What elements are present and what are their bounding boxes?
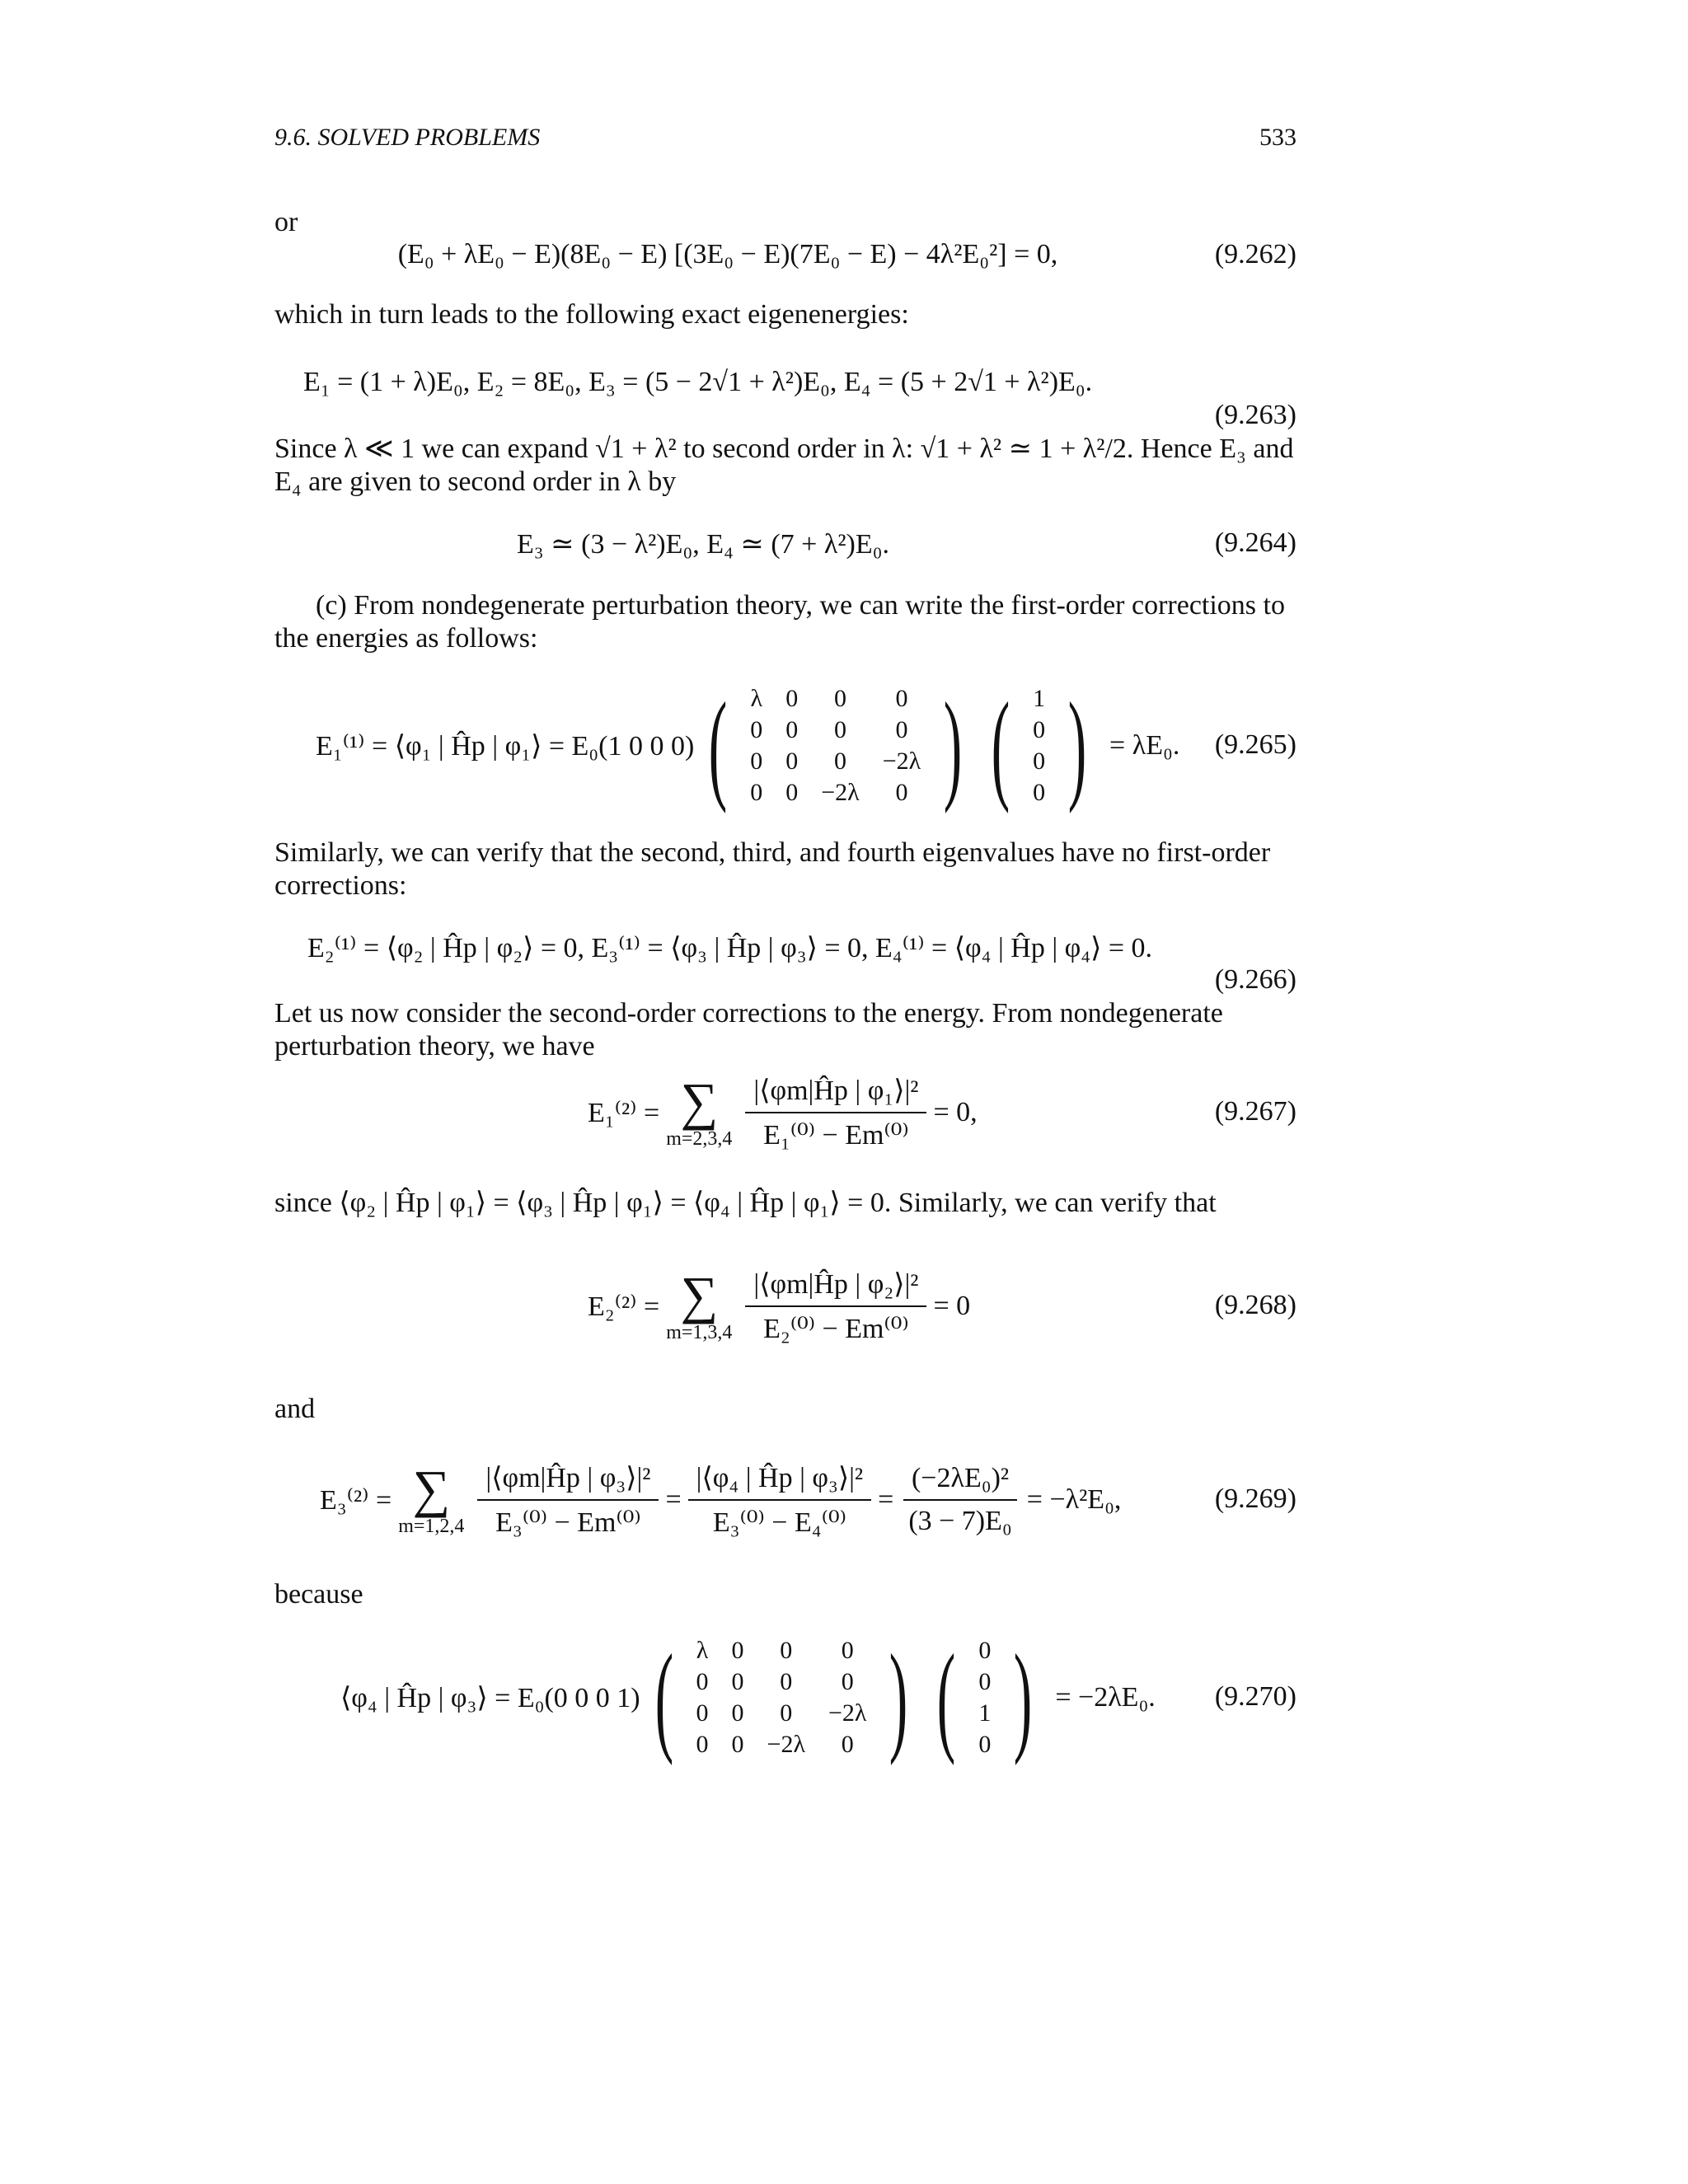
fraction: $\frac{\text{|⟨φm|Ĥp | φ₂⟩|²}}{\text{E₂⁽⁰⁾ − Em⁽⁰⁾}}$ [745,1268,926,1345]
eq-body: (E₀ + λE₀ − E)(8E₀ − E) [(3E₀ − E)(7E₀ − E) − 4λ²E₀²] = 0, [397,239,1058,269]
paragraph: Since λ ≪ 1 we can expand √1 + λ² to second order in λ: √1 + λ² ≃ 1 + λ²/2. Hence E₃ and E₄ are given to second order in λ by [274,434,1294,497]
equation-9-267 [274,1063,1296,1162]
equals-sign: = [878,1484,894,1515]
eq-rhs: = −2λE₀. [1055,1682,1156,1713]
eq-number: (9.270) [1214,1681,1296,1712]
paragraph: Let us now consider the second-order corrections to the energy. From nondegenerate perturbation theory, we have [274,998,1223,1062]
eq-number: (9.269) [1214,1483,1296,1514]
eq-number: (9.264) [1214,527,1296,558]
eq-number: (9.266) [1214,964,1296,995]
eq-rhs: = 0, [933,1097,978,1127]
matrix-cell: 0 [785,716,799,743]
equation-9-269 [274,1446,1296,1554]
matrix-cell: 1 [978,1699,992,1727]
matrix-cell: 0 [731,1731,744,1758]
matrix-cell: −2λ [828,1699,867,1727]
text-and: and [274,1394,316,1424]
eq-rhs: = −λ²E₀, [1026,1484,1122,1515]
matrix-cell: 0 [780,1637,793,1664]
equation-9-270 [274,1628,1296,1768]
eq-number: (9.263) [1214,400,1296,430]
matrix-cell: 0 [1033,748,1046,775]
matrix-cell: 0 [895,716,908,743]
eq-number: (9.265) [1214,729,1296,760]
matrix-cell: 0 [696,1668,709,1695]
paragraph: (c) From nondegenerate perturbation theory, we can write the first-order corrections to the energies as follows: [274,590,1285,654]
matrix-cell: 0 [696,1699,709,1727]
matrix-cell: 0 [841,1731,854,1758]
matrix-cell: 0 [750,748,763,775]
sum-sign: ∑ m=1,3,4 [666,1265,733,1343]
matrix-cell: 0 [841,1637,854,1664]
matrix-cell: 0 [785,685,799,712]
paragraph: which in turn leads to the following exact eigenenergies: [274,299,909,330]
matrix-cell: 0 [895,685,908,712]
matrix-cell: 0 [895,779,908,806]
matrix-cell: 0 [731,1668,744,1695]
eq-lhs: E₂⁽²⁾ = [588,1291,660,1322]
running-header: 9.6. SOLVED PROBLEMS [274,124,541,151]
fraction: $\frac{\text{(−2λE₀)²}}{\text{(3 − 7)E₀}}$ [900,1463,1020,1537]
matrix-cell: 0 [978,1637,992,1664]
matrix-cell: 0 [731,1637,744,1664]
eq-lhs: E₃⁽²⁾ = [320,1485,392,1516]
fraction: $\frac{\text{|⟨φm|Ĥp | φ₁⟩|²}}{\text{E₁⁽⁰⁾ − Em⁽⁰⁾}}$ [745,1074,926,1151]
eq-rhs: = 0 [933,1291,971,1321]
matrix-cell: 0 [841,1668,854,1695]
matrix-cell: 0 [750,779,763,806]
eq-number: (9.262) [1214,239,1296,269]
matrix-cell: 0 [978,1668,992,1695]
matrix-cell: 0 [833,748,846,775]
perturbation-matrix: ( λ 0 0 0 0 0 0 0 0 0 0 −2λ 0 0 −2λ 0 ) [709,677,963,814]
matrix-cell: 0 [780,1668,793,1695]
eq-number: (9.267) [1214,1096,1296,1127]
paragraph: since ⟨φ₂ | Ĥp | φ₁⟩ = ⟨φ₃ | Ĥp | φ₁⟩ = ⟨φ₄ | Ĥp | φ₁⟩ = 0. Similarly, we can verify that [274,1188,1217,1218]
eq-lhs: E₁⁽²⁾ = [588,1098,660,1128]
matrix-cell: 0 [750,716,763,743]
matrix-cell: 0 [785,748,799,775]
text-or: or [274,207,298,237]
fraction: $\frac{\text{|⟨φ₄ | Ĥp | φ₃⟩|²}}{\text{E₃⁽⁰⁾ − E₄⁽⁰⁾}}$ [688,1461,871,1539]
matrix-cell: 0 [785,779,799,806]
page-number: 533 [1259,124,1296,151]
sum-sign: ∑ m=2,3,4 [666,1071,733,1150]
matrix-cell: −2λ [882,748,921,775]
eq-lhs: ⟨φ₄ | Ĥp | φ₃⟩ = E₀(0 0 0 1) [340,1683,640,1713]
matrix-cell: λ [750,685,763,712]
equation-9-268 [274,1257,1296,1356]
matrix-cell: 0 [696,1731,709,1758]
eq-number: (9.268) [1214,1290,1296,1320]
matrix-cell: −2λ [767,1731,806,1758]
text-because: because [274,1579,363,1610]
matrix-cell: 0 [833,716,846,743]
matrix-cell: 0 [1033,716,1046,743]
eq-body: E₂⁽¹⁾ = ⟨φ₂ | Ĥp | φ₂⟩ = 0, E₃⁽¹⁾ = ⟨φ₃ | Ĥp | φ₃⟩ = 0, E₄⁽¹⁾ = ⟨φ₄ | Ĥp | φ₄⟩ = 0. [307,933,1153,963]
eq-lhs: E₁⁽¹⁾ = ⟨φ₁ | Ĥp | φ₁⟩ = E₀(1 0 0 0) [316,731,695,762]
matrix-cell: 0 [731,1699,744,1727]
state-vector: ( 1 0 0 0 ) [991,677,1087,814]
matrix-cell: 1 [1033,685,1046,712]
matrix-cell: 0 [833,685,846,712]
matrix-cell: 0 [780,1699,793,1727]
matrix-cell: −2λ [821,779,860,806]
matrix-cell: 0 [978,1731,992,1758]
matrix-cell: 0 [1033,779,1046,806]
eq-rhs: = λE₀. [1109,730,1180,761]
fraction: $\frac{\text{|⟨φm|Ĥp | φ₃⟩|²}}{\text{E₃⁽⁰⁾ − Em⁽⁰⁾}}$ [477,1461,659,1539]
matrix-cell: λ [696,1637,709,1664]
sum-sign: ∑ m=1,2,4 [398,1459,465,1537]
eq-body: E₁ = (1 + λ)E₀, E₂ = 8E₀, E₃ = (5 − 2√1 + λ²)E₀, E₄ = (5 + 2√1 + λ²)E₀. [303,367,1093,397]
state-vector: ( 0 0 1 0 ) [937,1629,1033,1766]
perturbation-matrix: ( λ 0 0 0 0 0 0 0 0 0 0 −2λ 0 0 −2λ 0 ) [654,1629,908,1766]
eq-body: E₃ ≃ (3 − λ²)E₀, E₄ ≃ (7 + λ²)E₀. [517,529,889,560]
equals-sign: = [665,1484,682,1515]
paragraph: Similarly, we can verify that the second, third, and fourth eigenvalues have no first-order corrections: [274,837,1271,901]
equation-9-265 [274,676,1296,816]
